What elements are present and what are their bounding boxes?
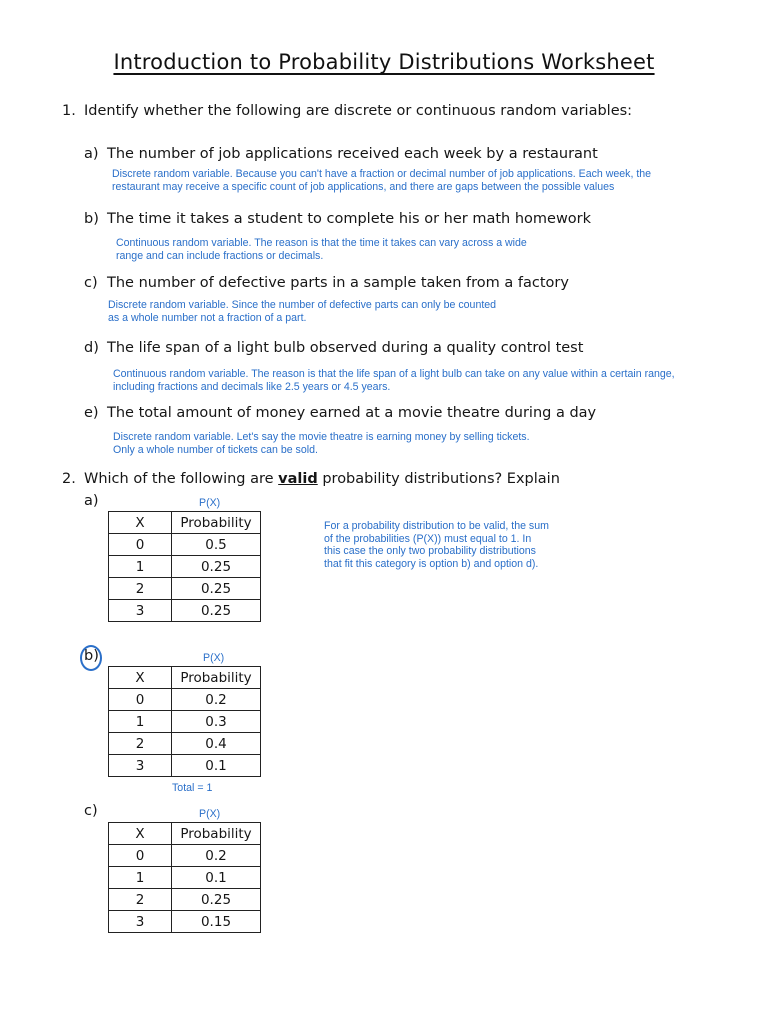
q1e-text: The total amount of money earned at a movie theatre during a day [107,405,597,421]
q2-prompt-after: probability distributions? Explain [317,471,560,487]
q1b-text: The time it takes a student to complete his or her math homework [107,211,592,227]
q1e-label: e) [84,405,99,421]
table-c [108,822,261,933]
cell-p: 0.4 [172,733,261,755]
answer-line: Discrete random variable. Since the number of defective parts can only be counted [108,299,497,311]
table-row [109,689,261,711]
table-b-px-note: P(X) [203,652,225,664]
q2-explanation [324,520,549,570]
answer-line: Discrete random variable. Because you can't have a fraction or decimal number of job applications. Each week, the [112,168,652,180]
header-x: X [109,512,172,534]
q2-prompt-valid: valid [278,471,318,487]
q2-prompt [84,471,560,487]
table-header-row [109,512,261,534]
cell-p: 0.5 [172,534,261,556]
answer-line: Continuous random variable. The reason is that the time it takes can vary across a wide [116,237,527,249]
q1c-answer [108,299,496,325]
table-b [108,666,261,777]
cell-x: 3 [109,755,172,777]
table-row [109,578,261,600]
cell-p: 0.2 [172,845,261,867]
table-a-px-note: P(X) [199,497,221,509]
cell-p: 0.2 [172,689,261,711]
cell-x: 2 [109,889,172,911]
q1d-label: d) [84,340,99,356]
cell-p: 0.25 [172,578,261,600]
q1b-answer [116,237,527,263]
cell-x: 0 [109,689,172,711]
cell-x: 1 [109,711,172,733]
table-row [109,911,261,933]
table-header-row [109,667,261,689]
answer-line: restaurant may receive a specific count of job applications, and there are gaps between the possible values [112,181,615,193]
q1d-text: The life span of a light bulb observed during a quality control test [107,340,584,356]
table-row [109,867,261,889]
header-x: X [109,667,172,689]
cell-x: 0 [109,845,172,867]
q1b-label: b) [84,211,99,227]
header-x: X [109,823,172,845]
q1-prompt: Identify whether the following are discrete or continuous random variables: [84,103,633,119]
cell-x: 1 [109,867,172,889]
cell-x: 3 [109,600,172,622]
cell-p: 0.25 [172,600,261,622]
cell-p: 0.15 [172,911,261,933]
table-a [108,511,261,622]
table-row [109,711,261,733]
table-b-total-note: Total = 1 [172,782,213,794]
answer-line: Continuous random variable. The reason is that the life span of a light bulb can take on any value within a certain range, [113,368,675,380]
answer-line: Only a whole number of tickets can be sold. [113,444,318,456]
cell-x: 2 [109,578,172,600]
cell-x: 2 [109,733,172,755]
table-row [109,845,261,867]
q1a-answer [112,168,651,194]
table-b-label: b) [84,648,99,664]
cell-p: 0.1 [172,867,261,889]
cell-p: 0.3 [172,711,261,733]
cell-x: 0 [109,534,172,556]
answer-line: as a whole number not a fraction of a part. [108,312,307,324]
q1-number: 1. [62,103,76,119]
q1e-answer [113,431,530,457]
cell-x: 3 [109,911,172,933]
q2-number: 2. [62,471,76,487]
table-row [109,889,261,911]
explanation-line: of the probabilities (P(X)) must equal to 1. In [324,532,532,545]
header-probability: Probability [172,823,261,845]
worksheet-title: Introduction to Probability Distributions Worksheet [113,50,655,74]
explanation-line: this case the only two probability distributions [324,545,536,557]
explanation-line: For a probability distribution to be valid, the sum [324,520,549,532]
table-row [109,556,261,578]
table-a-label: a) [84,493,99,509]
answer-line: range and can include fractions or decimals. [116,250,324,262]
explanation-line: that fit this category is option b) and option d). [324,557,539,570]
table-row [109,755,261,777]
header-probability: Probability [172,667,261,689]
cell-p: 0.25 [172,889,261,911]
table-c-px-note: P(X) [199,808,221,820]
cell-p: 0.25 [172,556,261,578]
q1c-label: c) [84,275,98,291]
header-probability: Probability [172,512,261,534]
q1a-text: The number of job applications received each week by a restaurant [107,146,598,162]
q1a-label: a) [84,146,99,162]
table-c-label: c) [84,803,98,819]
q1c-text: The number of defective parts in a sample taken from a factory [107,275,569,291]
q2-prompt-before: Which of the following are [84,471,279,487]
table-row [109,534,261,556]
table-header-row [109,823,261,845]
answer-line: including fractions and decimals like 2.5 years or 4.5 years. [113,381,391,393]
table-row [109,600,261,622]
table-row [109,733,261,755]
q1d-answer [113,368,675,394]
cell-p: 0.1 [172,755,261,777]
cell-x: 1 [109,556,172,578]
answer-line: Discrete random variable. Let's say the movie theatre is earning money by selling tickets. [113,431,530,443]
